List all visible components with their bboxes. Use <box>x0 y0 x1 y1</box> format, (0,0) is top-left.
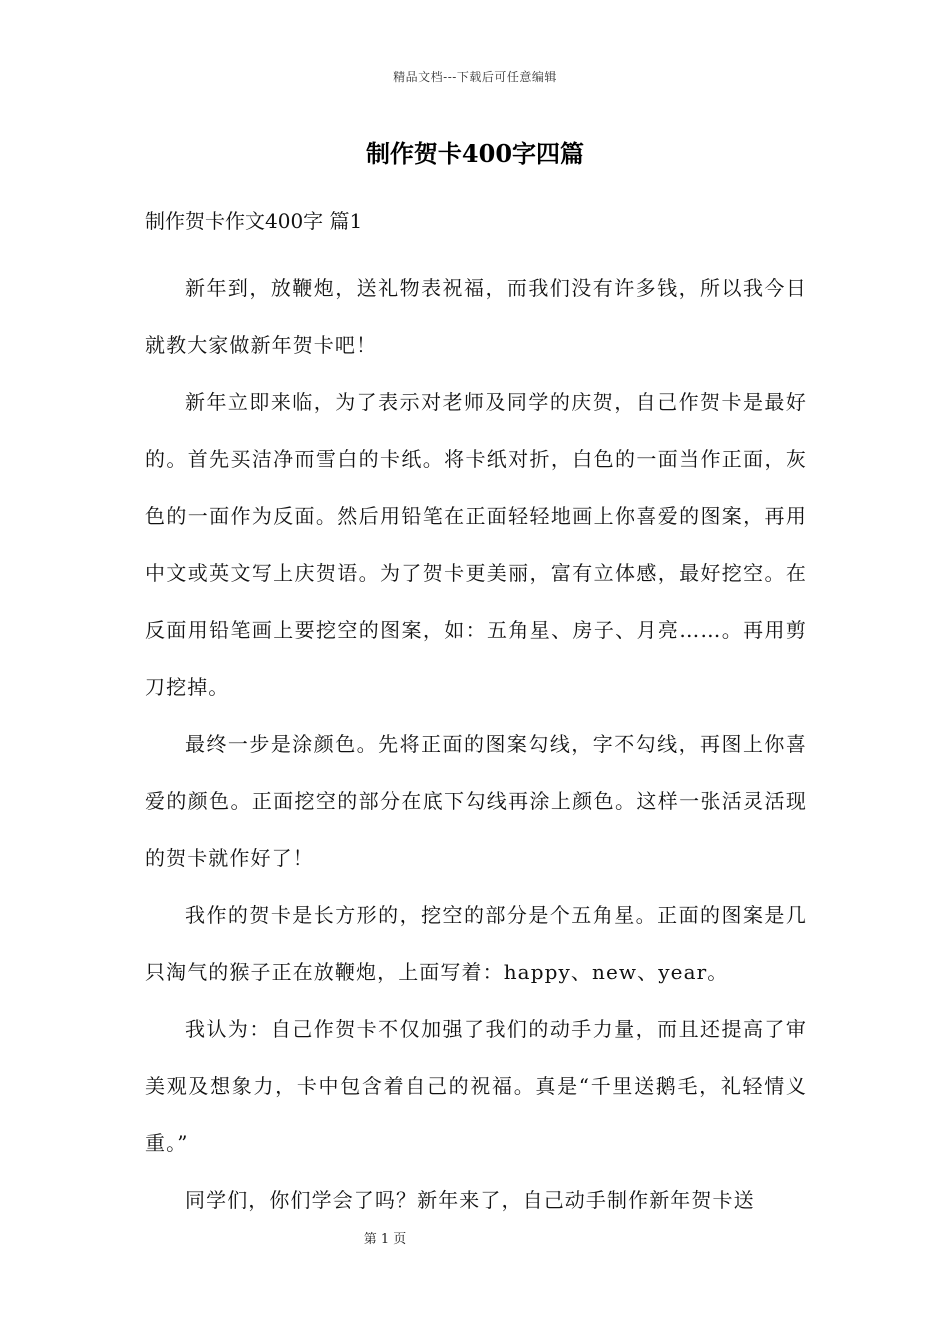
paragraph-6: 同学们，你们学会了吗？新年来了，自己动手制作新年贺卡送 <box>185 1188 755 1212</box>
paragraph-2: 新年立即来临，为了表示对老师及同学的庆贺，自己作贺卡是最好的。首先买洁净而雪白的卡纸。将卡纸对折，白色的一面当作正面，灰色的一面作为反面。然后用铅笔在正面轻轻地画上你喜爱的图案，再用中文或英文写上庆贺语。为了贺卡更美丽，富有立体感，最好挖空。在反面用铅笔画上要挖空的图案，如：五角星、房子、月亮……。再用剪刀挖掉。 <box>145 390 807 699</box>
paragraph-5: 我认为：自己作贺卡不仅加强了我们的动手力量，而且还提高了审美观及想象力，卡中包含着自己的祝福。真是“千里送鹅毛，礼轻情义重。” <box>145 1017 807 1155</box>
paragraph-1: 新年到，放鞭炮，送礼物表祝福，而我们没有许多钱，所以我今日就教大家做新年贺卡吧！ <box>145 276 807 357</box>
paragraph-3: 最终一步是涂颜色。先将正面的图案勾线，字不勾线，再图上你喜爱的颜色。正面挖空的部分在底下勾线再涂上颜色。这样一张活灵活现的贺卡就作好了！ <box>145 732 807 870</box>
document-body <box>145 203 807 1229</box>
page-number: 第 1 页 <box>363 1232 407 1247</box>
header-note: 精品文档---下载后可任意编辑 <box>393 70 557 84</box>
paragraph-4: 我作的贺卡是长方形的，挖空的部分是个五角星。正面的图案是几只淘气的猴子正在放鞭炮，上面写着：happy、new、year。 <box>145 903 807 984</box>
document-title: 制作贺卡400字四篇 <box>365 139 585 168</box>
section-heading: 制作贺卡作文400字 篇1 <box>145 209 363 233</box>
